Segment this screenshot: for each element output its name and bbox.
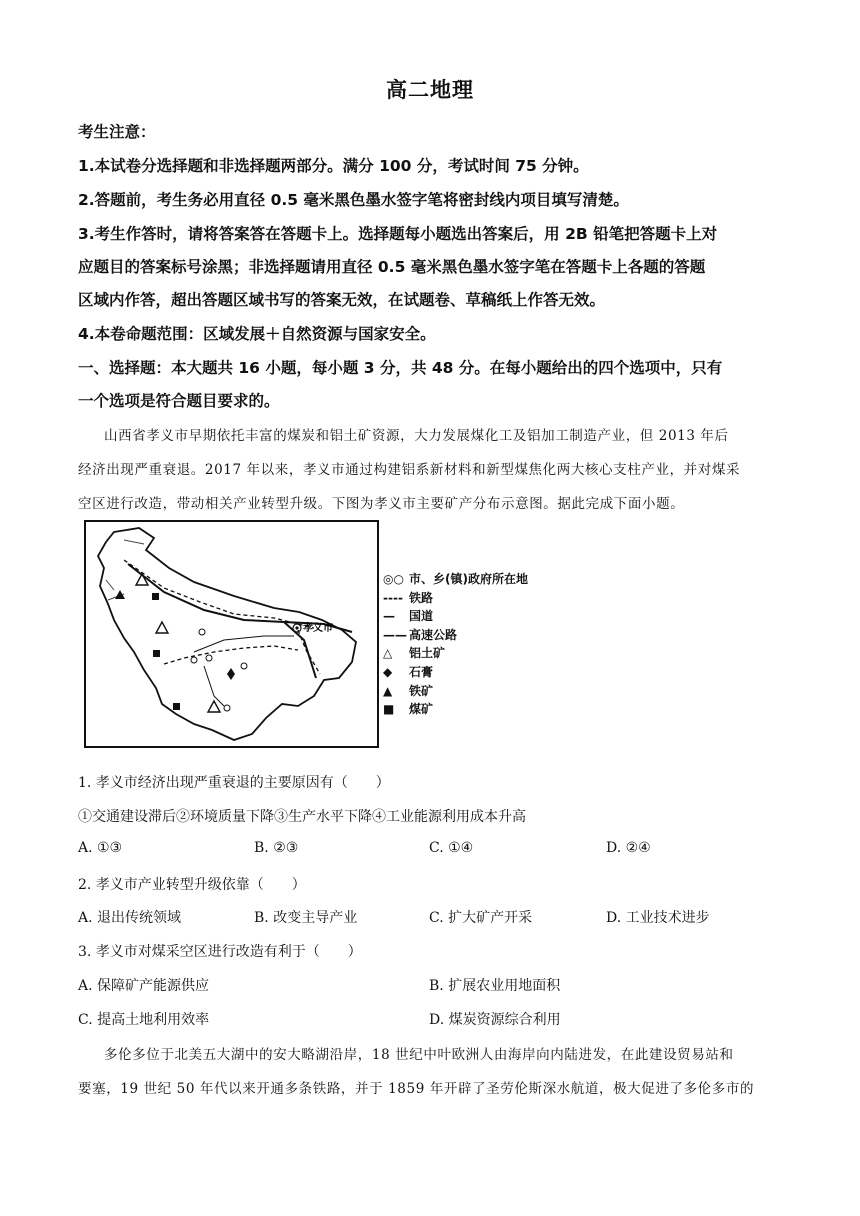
legend-item: ---- 铁路 [383, 590, 434, 605]
map-legend [383, 570, 528, 719]
notice-item: 3.考生作答时，请将答案答在答题卡上。选择题每小题选出答案后，用 2B 铅笔把答题卡上对 [78, 225, 718, 243]
answer-option[interactable]: C. 提高土地利用效率 [78, 1012, 210, 1028]
passage-line: 空区进行改造，带动相关产业转型升级。下图为孝义市主要矿产分布示意图。据此完成下面小题。 [78, 496, 685, 512]
answer-option[interactable]: C. ①④ [429, 840, 474, 856]
coal-symbol [153, 650, 160, 657]
notice-item: 应题目的答案标号涂黑；非选择题请用直径 0.5 毫米黑色墨水签字笔在答题卡上各题的答题 [78, 258, 706, 276]
passage-line: 经济出现严重衰退。2017 年以来，孝义市通过构建铝系新材料和新型煤焦化两大核心支柱产业，并对煤采 [78, 462, 741, 478]
legend-item: — 国道 [383, 609, 434, 624]
page-title: 高二地理 [386, 78, 474, 102]
answer-option[interactable]: B. ②③ [254, 840, 299, 856]
question-statements: ①交通建设滞后②环境质量下降③生产水平下降④工业能源利用成本升高 [78, 809, 526, 825]
answer-option[interactable]: C. 扩大矿产开采 [429, 910, 533, 926]
answer-option[interactable]: D. 煤炭资源综合利用 [429, 1012, 561, 1028]
answer-option[interactable]: B. 改变主导产业 [254, 910, 358, 926]
answer-option[interactable]: A. ①③ [78, 840, 123, 856]
legend-item: △ 铝土矿 [383, 646, 446, 661]
section-heading: 一、选择题：本大题共 16 小题，每小题 3 分，共 48 分。在每小题给出的四个选项中，只有 [78, 359, 723, 377]
notice-item: 1.本试卷分选择题和非选择题两部分。满分 100 分，考试时间 75 分钟。 [78, 157, 589, 175]
coal-symbol [173, 703, 180, 710]
city-label: 孝义市 [303, 623, 333, 634]
legend-item: ◎○ 市、乡(镇)政府所在地 [383, 572, 528, 586]
question-stem: 3. 孝义市对煤采空区进行改造有利于（ ） [78, 944, 362, 960]
notice-item: 区域内作答，超出答题区域书写的答案无效，在试题卷、草稿纸上作答无效。 [78, 291, 606, 309]
notice-item: 2.答题前，考生务必用直径 0.5 毫米黑色墨水签字笔将密封线内项目填写清楚。 [78, 191, 629, 209]
coal-symbol [152, 593, 159, 600]
answer-option[interactable]: A. 保障矿产能源供应 [78, 978, 210, 994]
notice-heading: 考生注意： [78, 123, 156, 141]
notice-item: 4.本卷命题范围：区域发展＋自然资源与国家安全。 [78, 325, 436, 343]
question-stem: 2. 孝义市产业转型升级依靠（ ） [78, 877, 306, 893]
passage-line: 多伦多位于北美五大湖中的安大略湖沿岸，18 世纪中叶欧洲人由海岸向内陆进发，在此建设贸易站和 [104, 1047, 734, 1063]
answer-option[interactable]: D. ②④ [606, 840, 651, 856]
legend-item: ◆ 石膏 [383, 664, 434, 679]
answer-option[interactable]: D. 工业技术进步 [606, 910, 710, 926]
legend-item: ■ 煤矿 [383, 702, 434, 717]
legend-item: —— 高速公路 [383, 627, 458, 642]
answer-option[interactable]: B. 扩展农业用地面积 [429, 978, 561, 994]
passage-line: 山西省孝义市早期依托丰富的煤炭和铝土矿资源，大力发展煤化工及铝加工制造产业，但 2013 年后 [104, 428, 729, 444]
passage-line: 要塞，19 世纪 50 年代以来开通多条铁路，并于 1859 年开辟了圣劳伦斯深水航道，极大促进了多伦多市的 [78, 1081, 755, 1097]
legend-item: ▲ 铁矿 [383, 683, 434, 698]
section-heading: 一个选项是符合题目要求的。 [78, 392, 280, 410]
answer-option[interactable]: A. 退出传统领域 [78, 910, 182, 926]
question-stem: 1. 孝义市经济出现严重衰退的主要原因有（ ） [78, 775, 390, 791]
mineral-distribution-map [84, 520, 379, 748]
